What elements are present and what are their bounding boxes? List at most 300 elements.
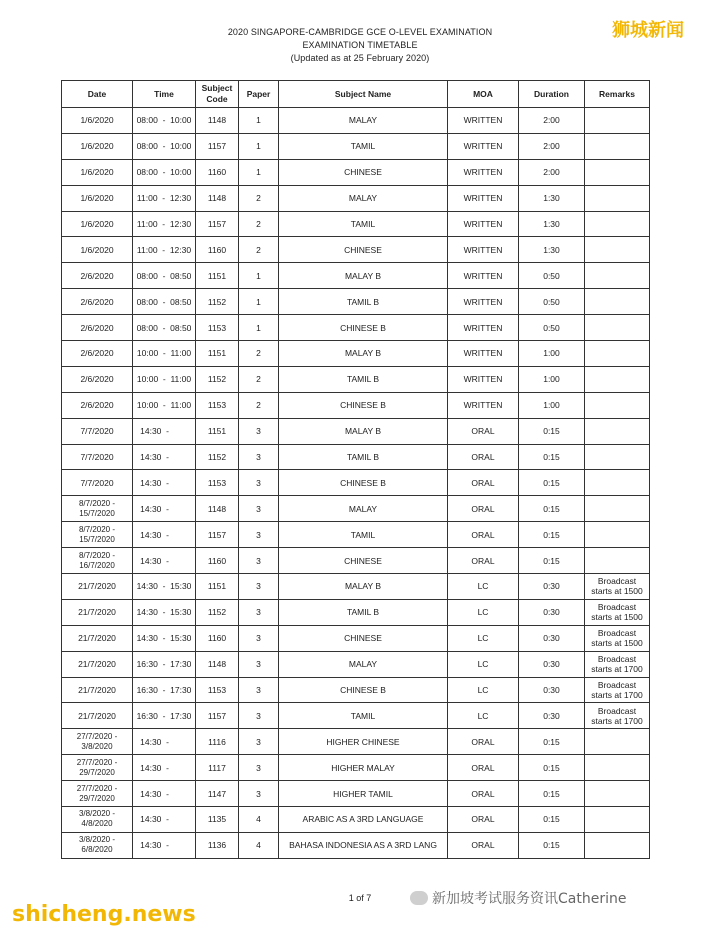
cell-subject-name: BAHASA INDONESIA AS A 3RD LANG xyxy=(279,832,448,858)
cell-moa: ORAL xyxy=(448,418,519,444)
cell-date-end: 29/7/2020 xyxy=(79,767,115,777)
cell-paper: 3 xyxy=(239,496,279,522)
cell-remarks xyxy=(585,366,650,392)
cell-paper: 2 xyxy=(239,185,279,211)
cell-paper: 3 xyxy=(239,729,279,755)
cell-moa: WRITTEN xyxy=(448,185,519,211)
cell-remarks xyxy=(585,341,650,367)
col-header-remarks: Remarks xyxy=(585,81,650,108)
cell-paper: 4 xyxy=(239,807,279,833)
cell-time: 14:30 - xyxy=(133,496,196,522)
cell-date: 7/7/2020 xyxy=(62,444,133,470)
cell-moa: WRITTEN xyxy=(448,211,519,237)
table-row xyxy=(62,263,650,289)
cell-duration: 0:30 xyxy=(519,677,585,703)
col-header-time: Time xyxy=(133,81,196,108)
table-row xyxy=(62,289,650,315)
table-row xyxy=(62,444,650,470)
header-subtitle: EXAMINATION TIMETABLE xyxy=(302,40,418,50)
cell-paper: 3 xyxy=(239,418,279,444)
cell-time: 08:00 - 10:00 xyxy=(133,133,196,159)
cell-subject-code: 1160 xyxy=(196,548,239,574)
cell-subject-code: 1148 xyxy=(196,185,239,211)
cell-time: 14:30 - xyxy=(133,470,196,496)
cell-subject-code: 1160 xyxy=(196,625,239,651)
cell-remarks xyxy=(585,522,650,548)
cell-duration: 0:15 xyxy=(519,522,585,548)
cell-duration: 0:15 xyxy=(519,496,585,522)
timetable-body xyxy=(62,108,650,859)
cell-date: 1/6/2020 xyxy=(62,108,133,134)
table-header-row xyxy=(62,81,650,108)
watermark-site-name: shicheng.news xyxy=(12,902,196,927)
cell-remarks-line1: Broadcast xyxy=(597,576,637,587)
cell-subject-name: TAMIL B xyxy=(279,444,448,470)
cell-date xyxy=(62,832,133,858)
cell-moa: ORAL xyxy=(448,548,519,574)
cell-date xyxy=(62,755,133,781)
cell-remarks-line2: starts at 1700 xyxy=(591,690,643,701)
cell-subject-name: TAMIL xyxy=(279,703,448,729)
cell-date-start: 8/7/2020 - xyxy=(78,498,116,508)
cell-moa: LC xyxy=(448,599,519,625)
cell-subject-name: TAMIL B xyxy=(279,366,448,392)
table-row xyxy=(62,548,650,574)
table-row xyxy=(62,418,650,444)
cell-duration: 0:15 xyxy=(519,755,585,781)
cell-time: 16:30 - 17:30 xyxy=(133,651,196,677)
cell-moa: ORAL xyxy=(448,807,519,833)
cell-paper: 1 xyxy=(239,108,279,134)
cell-remarks xyxy=(585,574,650,600)
cell-subject-name: MALAY xyxy=(279,185,448,211)
cell-paper: 3 xyxy=(239,651,279,677)
cell-paper: 1 xyxy=(239,263,279,289)
cell-moa: LC xyxy=(448,651,519,677)
cell-subject-code: 1157 xyxy=(196,703,239,729)
cell-date-start: 27/7/2020 - xyxy=(76,731,118,741)
cell-subject-code: 1147 xyxy=(196,781,239,807)
col-header-code-line1: Subject xyxy=(201,83,233,93)
cell-moa: WRITTEN xyxy=(448,237,519,263)
cell-subject-name: CHINESE B xyxy=(279,315,448,341)
table-row xyxy=(62,159,650,185)
cell-time: 10:00 - 11:00 xyxy=(133,392,196,418)
cell-duration: 0:15 xyxy=(519,729,585,755)
cell-subject-name: HIGHER TAMIL xyxy=(279,781,448,807)
cell-subject-code: 1135 xyxy=(196,807,239,833)
cell-time: 14:30 - 15:30 xyxy=(133,599,196,625)
cell-remarks xyxy=(585,108,650,134)
cell-remarks xyxy=(585,677,650,703)
watermark-logo-top: 狮城新闻 xyxy=(612,20,684,41)
cell-paper: 3 xyxy=(239,703,279,729)
cell-duration: 0:30 xyxy=(519,574,585,600)
cell-moa: ORAL xyxy=(448,729,519,755)
cell-remarks xyxy=(585,211,650,237)
table-row xyxy=(62,651,650,677)
cell-time: 14:30 - xyxy=(133,781,196,807)
cell-date: 21/7/2020 xyxy=(62,574,133,600)
cell-paper: 4 xyxy=(239,832,279,858)
cell-subject-code: 1151 xyxy=(196,263,239,289)
cell-moa: WRITTEN xyxy=(448,315,519,341)
cell-moa: LC xyxy=(448,625,519,651)
cell-duration: 0:30 xyxy=(519,651,585,677)
cell-date-end: 4/8/2020 xyxy=(81,819,113,829)
cell-subject-code: 1152 xyxy=(196,366,239,392)
cell-subject-name: CHINESE B xyxy=(279,677,448,703)
cell-time: 10:00 - 11:00 xyxy=(133,366,196,392)
cell-paper: 3 xyxy=(239,470,279,496)
table-row xyxy=(62,366,650,392)
header-updated-note: (Updated as at 25 February 2020) xyxy=(290,53,430,63)
cell-subject-name: CHINESE xyxy=(279,548,448,574)
cell-remarks xyxy=(585,315,650,341)
cell-remarks xyxy=(585,159,650,185)
cell-subject-name: MALAY xyxy=(279,496,448,522)
cell-subject-name: CHINESE xyxy=(279,237,448,263)
document-header xyxy=(0,26,720,65)
cell-moa: LC xyxy=(448,703,519,729)
cell-date xyxy=(62,548,133,574)
cell-time: 11:00 - 12:30 xyxy=(133,211,196,237)
cell-subject-code: 1116 xyxy=(196,729,239,755)
cell-remarks xyxy=(585,185,650,211)
cell-subject-name: HIGHER MALAY xyxy=(279,755,448,781)
cell-duration: 1:30 xyxy=(519,185,585,211)
cell-subject-code: 1153 xyxy=(196,315,239,341)
cell-remarks xyxy=(585,263,650,289)
table-row xyxy=(62,574,650,600)
table-row xyxy=(62,341,650,367)
cell-date-end: 15/7/2020 xyxy=(79,534,115,544)
col-header-paper: Paper xyxy=(239,81,279,108)
col-header-date: Date xyxy=(62,81,133,108)
cell-subject-code: 1151 xyxy=(196,418,239,444)
cell-remarks-line1: Broadcast xyxy=(597,680,637,691)
cell-date xyxy=(62,496,133,522)
cell-subject-name: TAMIL B xyxy=(279,289,448,315)
cell-subject-code: 1148 xyxy=(196,496,239,522)
cell-subject-code: 1148 xyxy=(196,108,239,134)
cell-time: 08:00 - 08:50 xyxy=(133,263,196,289)
cell-duration: 0:50 xyxy=(519,263,585,289)
cell-time: 14:30 - xyxy=(133,522,196,548)
cell-paper: 2 xyxy=(239,211,279,237)
cell-moa: LC xyxy=(448,574,519,600)
cell-duration: 0:15 xyxy=(519,781,585,807)
cell-duration: 2:00 xyxy=(519,133,585,159)
cell-subject-code: 1152 xyxy=(196,289,239,315)
cell-date-end: 29/7/2020 xyxy=(79,793,115,803)
cell-remarks xyxy=(585,755,650,781)
cell-remarks-line1: Broadcast xyxy=(597,602,637,613)
cell-subject-code: 1153 xyxy=(196,677,239,703)
col-header-code-line2: Code xyxy=(206,94,228,104)
cell-paper: 3 xyxy=(239,444,279,470)
cell-subject-name: CHINESE B xyxy=(279,392,448,418)
cell-paper: 3 xyxy=(239,755,279,781)
table-row xyxy=(62,625,650,651)
table-row xyxy=(62,677,650,703)
cell-date-start: 27/7/2020 - xyxy=(76,757,118,767)
cell-time: 08:00 - 10:00 xyxy=(133,159,196,185)
cell-moa: ORAL xyxy=(448,522,519,548)
cell-moa: ORAL xyxy=(448,496,519,522)
cell-duration: 1:30 xyxy=(519,211,585,237)
cell-duration: 2:00 xyxy=(519,159,585,185)
header-title: 2020 SINGAPORE-CAMBRIDGE GCE O-LEVEL EXAMINATION xyxy=(227,27,493,37)
table-row xyxy=(62,211,650,237)
cell-subject-code: 1152 xyxy=(196,444,239,470)
cell-moa: WRITTEN xyxy=(448,159,519,185)
cell-remarks-line2: starts at 1700 xyxy=(591,664,643,675)
cell-date xyxy=(62,522,133,548)
table-row xyxy=(62,781,650,807)
cell-time: 11:00 - 12:30 xyxy=(133,185,196,211)
cell-date: 1/6/2020 xyxy=(62,211,133,237)
col-header-moa: MOA xyxy=(448,81,519,108)
cell-date-start: 27/7/2020 - xyxy=(76,783,118,793)
cell-time: 14:30 - 15:30 xyxy=(133,625,196,651)
cell-remarks xyxy=(585,781,650,807)
cell-subject-name: MALAY B xyxy=(279,341,448,367)
cell-paper: 1 xyxy=(239,133,279,159)
cell-paper: 1 xyxy=(239,159,279,185)
cell-date: 21/7/2020 xyxy=(62,625,133,651)
cell-time: 14:30 - xyxy=(133,832,196,858)
table-row xyxy=(62,832,650,858)
cell-date: 21/7/2020 xyxy=(62,599,133,625)
cell-moa: ORAL xyxy=(448,470,519,496)
cell-paper: 2 xyxy=(239,341,279,367)
watermark-account xyxy=(410,888,626,908)
cell-subject-name: TAMIL B xyxy=(279,599,448,625)
cell-duration: 1:30 xyxy=(519,237,585,263)
cell-time: 14:30 - xyxy=(133,755,196,781)
cell-paper: 2 xyxy=(239,392,279,418)
cell-subject-code: 1117 xyxy=(196,755,239,781)
cell-subject-code: 1153 xyxy=(196,470,239,496)
cell-subject-name: MALAY B xyxy=(279,574,448,600)
cell-remarks xyxy=(585,392,650,418)
cell-time: 14:30 - xyxy=(133,444,196,470)
cell-date-start: 3/8/2020 - xyxy=(78,835,116,845)
cell-subject-name: MALAY B xyxy=(279,263,448,289)
cell-subject-name: CHINESE xyxy=(279,625,448,651)
cell-duration: 0:15 xyxy=(519,832,585,858)
wechat-icon xyxy=(410,891,428,905)
cell-subject-code: 1148 xyxy=(196,651,239,677)
watermark-account-name: 新加坡考试服务资讯Catherine xyxy=(432,891,627,907)
cell-paper: 3 xyxy=(239,599,279,625)
table-row xyxy=(62,496,650,522)
cell-subject-name: TAMIL xyxy=(279,211,448,237)
cell-remarks-line2: starts at 1500 xyxy=(591,586,643,597)
cell-date-end: 16/7/2020 xyxy=(79,560,115,570)
cell-remarks xyxy=(585,237,650,263)
table-row xyxy=(62,133,650,159)
cell-date-end: 15/7/2020 xyxy=(79,508,115,518)
cell-moa: WRITTEN xyxy=(448,108,519,134)
col-header-subject-name: Subject Name xyxy=(279,81,448,108)
cell-time: 11:00 - 12:30 xyxy=(133,237,196,263)
cell-remarks-line2: starts at 1500 xyxy=(591,612,643,623)
cell-paper: 1 xyxy=(239,315,279,341)
cell-duration: 0:15 xyxy=(519,807,585,833)
cell-subject-name: MALAY xyxy=(279,108,448,134)
cell-date: 2/6/2020 xyxy=(62,392,133,418)
table-row xyxy=(62,185,650,211)
cell-date-end: 3/8/2020 xyxy=(81,741,113,751)
cell-paper: 2 xyxy=(239,237,279,263)
cell-time: 14:30 - 15:30 xyxy=(133,574,196,600)
cell-time: 14:30 - xyxy=(133,729,196,755)
cell-date xyxy=(62,781,133,807)
table-row xyxy=(62,315,650,341)
cell-paper: 2 xyxy=(239,366,279,392)
cell-moa: WRITTEN xyxy=(448,392,519,418)
cell-subject-name: MALAY xyxy=(279,651,448,677)
table-row xyxy=(62,599,650,625)
cell-date: 1/6/2020 xyxy=(62,159,133,185)
cell-date xyxy=(62,807,133,833)
table-row xyxy=(62,392,650,418)
cell-date: 1/6/2020 xyxy=(62,133,133,159)
cell-paper: 3 xyxy=(239,548,279,574)
cell-date: 2/6/2020 xyxy=(62,263,133,289)
cell-time: 08:00 - 10:00 xyxy=(133,108,196,134)
cell-paper: 3 xyxy=(239,781,279,807)
cell-duration: 0:50 xyxy=(519,289,585,315)
table-row xyxy=(62,729,650,755)
cell-subject-code: 1151 xyxy=(196,574,239,600)
cell-date: 21/7/2020 xyxy=(62,703,133,729)
cell-duration: 0:15 xyxy=(519,470,585,496)
cell-subject-code: 1157 xyxy=(196,522,239,548)
cell-date: 7/7/2020 xyxy=(62,418,133,444)
cell-date: 1/6/2020 xyxy=(62,237,133,263)
cell-remarks-line1: Broadcast xyxy=(597,628,637,639)
exam-timetable xyxy=(61,80,650,859)
cell-subject-code: 1153 xyxy=(196,392,239,418)
cell-date-start: 8/7/2020 - xyxy=(78,550,116,560)
cell-time: 08:00 - 08:50 xyxy=(133,315,196,341)
cell-remarks xyxy=(585,418,650,444)
cell-remarks-line1: Broadcast xyxy=(597,654,637,665)
cell-duration: 0:30 xyxy=(519,599,585,625)
col-header-duration: Duration xyxy=(519,81,585,108)
col-header-subject-code xyxy=(196,81,239,108)
cell-subject-name: TAMIL xyxy=(279,133,448,159)
cell-subject-code: 1152 xyxy=(196,599,239,625)
cell-paper: 3 xyxy=(239,677,279,703)
cell-date-start: 8/7/2020 - xyxy=(78,524,116,534)
cell-date: 2/6/2020 xyxy=(62,315,133,341)
cell-subject-code: 1136 xyxy=(196,832,239,858)
table-row xyxy=(62,108,650,134)
cell-time: 16:30 - 17:30 xyxy=(133,677,196,703)
cell-remarks-line1: Broadcast xyxy=(597,705,637,716)
cell-remarks xyxy=(585,548,650,574)
cell-subject-name: CHINESE B xyxy=(279,470,448,496)
table-row xyxy=(62,703,650,729)
cell-date-end: 6/8/2020 xyxy=(81,845,113,855)
cell-subject-code: 1157 xyxy=(196,133,239,159)
cell-duration: 1:00 xyxy=(519,392,585,418)
cell-subject-code: 1157 xyxy=(196,211,239,237)
cell-duration: 0:30 xyxy=(519,703,585,729)
cell-paper: 1 xyxy=(239,289,279,315)
cell-remarks xyxy=(585,289,650,315)
cell-duration: 1:00 xyxy=(519,341,585,367)
cell-subject-name: CHINESE xyxy=(279,159,448,185)
cell-remarks xyxy=(585,496,650,522)
cell-subject-name: ARABIC AS A 3RD LANGUAGE xyxy=(279,807,448,833)
cell-remarks xyxy=(585,729,650,755)
cell-date-start: 3/8/2020 - xyxy=(78,809,116,819)
cell-subject-code: 1151 xyxy=(196,341,239,367)
cell-date: 7/7/2020 xyxy=(62,470,133,496)
cell-moa: ORAL xyxy=(448,781,519,807)
cell-duration: 2:00 xyxy=(519,108,585,134)
cell-date: 2/6/2020 xyxy=(62,341,133,367)
table-row xyxy=(62,237,650,263)
cell-paper: 3 xyxy=(239,574,279,600)
cell-remarks-line2: starts at 1700 xyxy=(591,715,643,726)
cell-remarks xyxy=(585,832,650,858)
cell-moa: WRITTEN xyxy=(448,133,519,159)
page-number: 1 of 7 xyxy=(348,893,372,903)
cell-subject-name: HIGHER CHINESE xyxy=(279,729,448,755)
cell-time: 10:00 - 11:00 xyxy=(133,341,196,367)
cell-moa: ORAL xyxy=(448,444,519,470)
cell-remarks xyxy=(585,703,650,729)
table-row xyxy=(62,470,650,496)
cell-moa: WRITTEN xyxy=(448,289,519,315)
cell-remarks xyxy=(585,651,650,677)
cell-duration: 0:30 xyxy=(519,625,585,651)
cell-time: 08:00 - 08:50 xyxy=(133,289,196,315)
cell-date: 2/6/2020 xyxy=(62,366,133,392)
cell-date: 21/7/2020 xyxy=(62,651,133,677)
cell-moa: ORAL xyxy=(448,832,519,858)
cell-remarks xyxy=(585,133,650,159)
cell-duration: 1:00 xyxy=(519,366,585,392)
cell-date: 1/6/2020 xyxy=(62,185,133,211)
cell-remarks xyxy=(585,807,650,833)
cell-remarks xyxy=(585,599,650,625)
cell-remarks-line2: starts at 1500 xyxy=(591,638,643,649)
cell-time: 14:30 - xyxy=(133,807,196,833)
cell-date: 21/7/2020 xyxy=(62,677,133,703)
cell-subject-name: TAMIL xyxy=(279,522,448,548)
cell-duration: 0:15 xyxy=(519,418,585,444)
cell-subject-code: 1160 xyxy=(196,159,239,185)
cell-moa: WRITTEN xyxy=(448,341,519,367)
cell-date: 2/6/2020 xyxy=(62,289,133,315)
cell-moa: ORAL xyxy=(448,755,519,781)
cell-subject-code: 1160 xyxy=(196,237,239,263)
table-row xyxy=(62,755,650,781)
cell-subject-name: MALAY B xyxy=(279,418,448,444)
cell-moa: WRITTEN xyxy=(448,366,519,392)
cell-duration: 0:50 xyxy=(519,315,585,341)
cell-moa: WRITTEN xyxy=(448,263,519,289)
cell-time: 14:30 - xyxy=(133,418,196,444)
cell-remarks xyxy=(585,625,650,651)
